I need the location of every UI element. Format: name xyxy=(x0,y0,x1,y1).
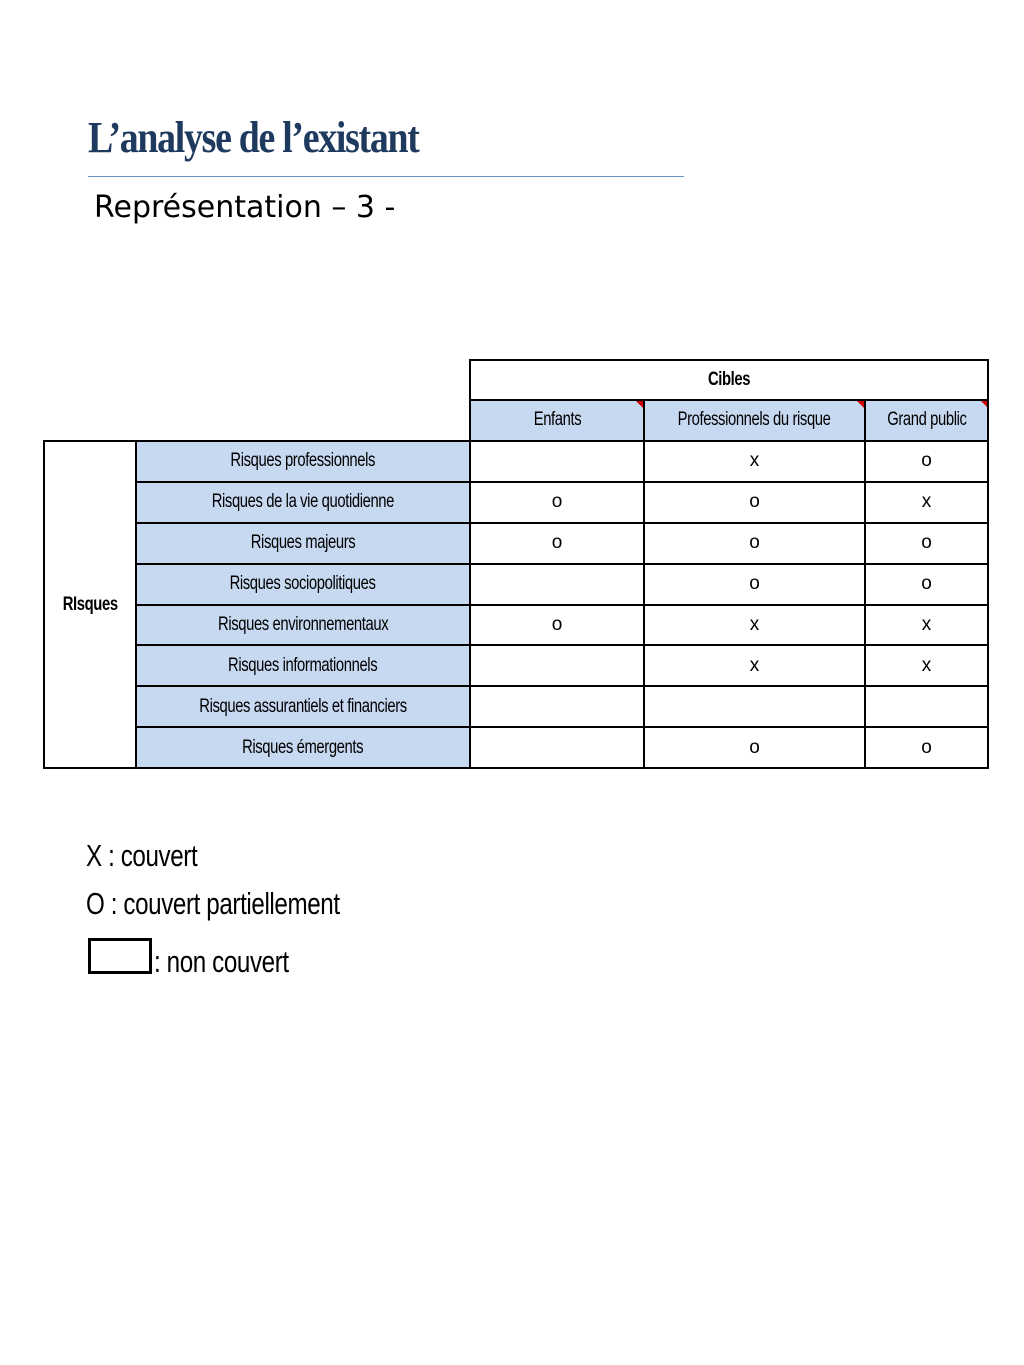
row-label: Risques assurantiels et financiers xyxy=(136,686,470,727)
table-cell: x xyxy=(749,654,760,676)
grid-line xyxy=(135,481,989,483)
grid-line xyxy=(864,399,866,768)
table-cell: x xyxy=(921,654,932,676)
grid-line xyxy=(135,726,989,728)
row-label: Risques majeurs xyxy=(136,523,470,564)
table-cell: o xyxy=(921,736,932,758)
table-cell xyxy=(470,441,644,482)
column-header-grand-public: Grand public xyxy=(865,400,988,440)
comment-indicator xyxy=(857,401,864,408)
table-cell xyxy=(470,645,644,686)
grid-line xyxy=(43,440,45,768)
legend-covered: X : couvert xyxy=(86,838,198,873)
grid-line xyxy=(135,440,137,768)
grid-line xyxy=(135,522,989,524)
grid-line xyxy=(135,563,989,565)
grid-line xyxy=(135,685,989,687)
table-cell: o xyxy=(551,613,563,635)
table-group-header: Cibles xyxy=(707,369,751,390)
legend-partial: O : couvert partiellement xyxy=(86,886,340,921)
row-label: Risques émergents xyxy=(136,727,470,768)
title-underline xyxy=(88,176,684,177)
table-cell xyxy=(644,686,865,727)
table-cell xyxy=(470,727,644,768)
row-label: Risques informationnels xyxy=(136,645,470,686)
table-cell xyxy=(470,564,644,605)
grid-line xyxy=(43,767,989,769)
page-subtitle: Représentation – 3 - xyxy=(94,190,396,225)
table-cell: o xyxy=(749,532,760,554)
table-cell: o xyxy=(749,736,760,758)
table-cell: o xyxy=(551,491,563,513)
table-cell: x xyxy=(749,613,760,635)
comment-indicator xyxy=(636,401,643,408)
grid-line xyxy=(469,399,989,401)
table-cell: o xyxy=(551,532,563,554)
grid-line xyxy=(469,359,989,361)
table-cell: o xyxy=(921,573,932,595)
grid-line xyxy=(135,644,989,646)
table-cell: o xyxy=(749,491,760,513)
row-group-label: RIsques xyxy=(62,593,118,615)
row-label: Risques de la vie quotidienne xyxy=(136,482,470,523)
grid-line xyxy=(643,399,645,768)
row-label: Risques environnementaux xyxy=(136,605,470,646)
table-cell xyxy=(470,686,644,727)
row-label: Risques sociopolitiques xyxy=(136,564,470,605)
grid-line xyxy=(43,440,989,442)
table-cell: x xyxy=(921,613,932,635)
legend-not-covered: : non couvert xyxy=(154,944,289,979)
page-title: L’analyse de l’existant xyxy=(88,113,419,162)
column-header-professionnels: Professionnels du risque xyxy=(644,400,865,440)
table-cell: o xyxy=(749,573,760,595)
legend-empty-box xyxy=(88,938,152,974)
column-header-enfants: Enfants xyxy=(470,400,644,440)
row-label: Risques professionnels xyxy=(136,441,470,482)
grid-line xyxy=(135,604,989,606)
table-cell: x xyxy=(921,491,932,513)
table-cell xyxy=(865,686,988,727)
table-cell: o xyxy=(921,450,932,472)
table-cell: o xyxy=(921,532,932,554)
table-cell: x xyxy=(749,450,760,472)
